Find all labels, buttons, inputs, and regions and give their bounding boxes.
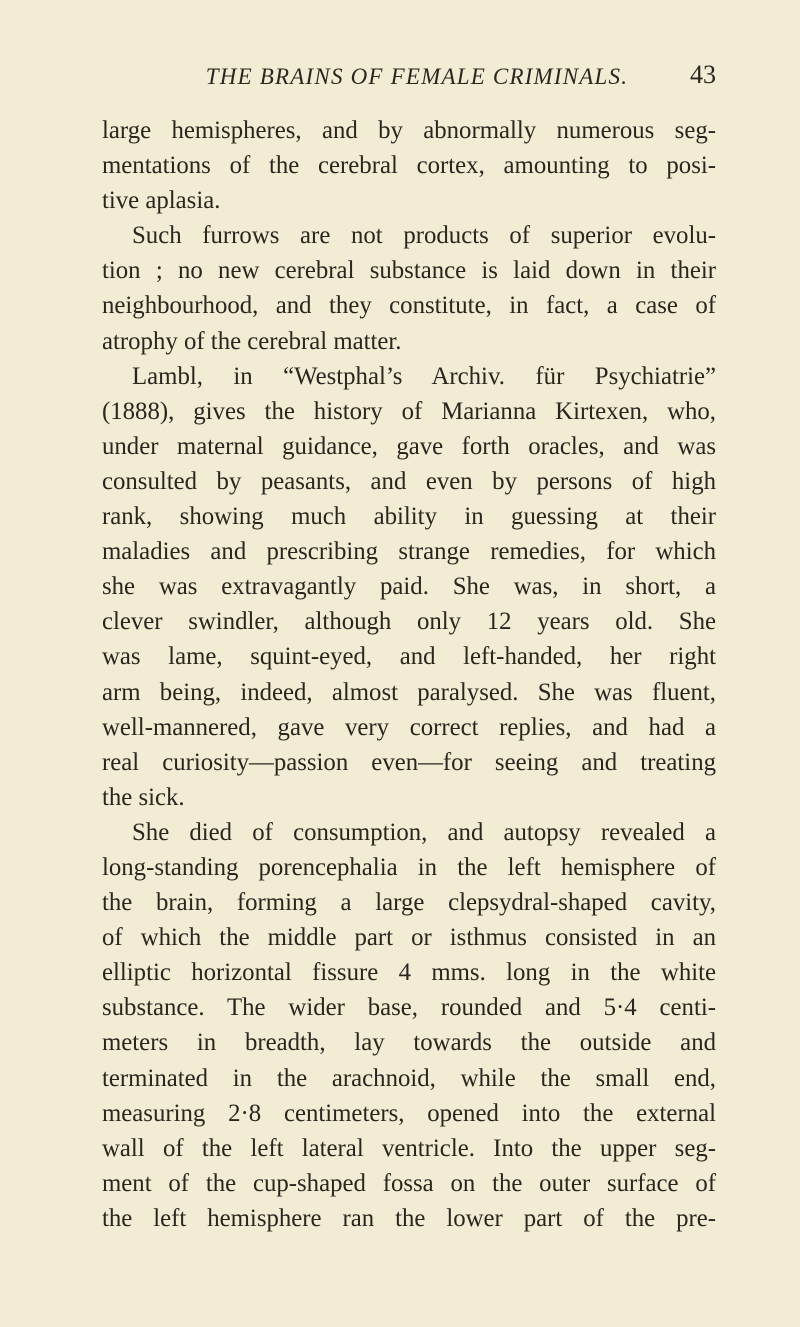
text-line: elliptic horizontal fissure 4 mms. long in the white [102, 959, 716, 987]
text-line: mentations of the cerebral cortex, amounting to posi- [102, 152, 716, 180]
text-line: Lambl, in “Westphal’s Archiv. für Psychiatrie” [132, 362, 716, 390]
text-line: substance. The wider base, rounded and 5·4 centi- [102, 994, 716, 1022]
text-line: Such furrows are not products of superior evolu- [132, 222, 716, 250]
text-line: ment of the cup-shaped fossa on the outer surface of [102, 1169, 716, 1197]
text-line: under maternal guidance, gave forth oracles, and was [102, 432, 716, 460]
text-line: consulted by peasants, and even by persons of high [102, 467, 716, 495]
text-line: rank, showing much ability in guessing at their [102, 503, 716, 531]
text-line: maladies and prescribing strange remedies, for which [102, 538, 716, 566]
text-line: terminated in the arachnoid, while the small end, [102, 1064, 716, 1092]
text-line: atrophy of the cerebral matter. [102, 327, 402, 355]
text-line: large hemispheres, and by abnormally numerous seg- [102, 117, 716, 144]
text-line: the brain, forming a large clepsydral-shaped cavity, [102, 889, 716, 917]
text-line: tion ; no new cerebral substance is laid down in their [102, 257, 716, 285]
page-number: 43 [690, 60, 716, 89]
text-line: the sick. [102, 783, 185, 811]
running-head [118, 60, 716, 100]
text-line: She died of consumption, and autopsy revealed a [132, 818, 716, 846]
text-line: well-mannered, gave very correct replies, and had a [102, 713, 716, 741]
text-line: arm being, indeed, almost paralysed. She was fluent, [102, 678, 716, 706]
text-line: measuring 2·8 centimeters, opened into the external [102, 1099, 716, 1127]
running-title: THE BRAINS OF FEMALE CRIMINALS. [205, 64, 629, 89]
text-line: was lame, squint-eyed, and left-handed, her right [102, 643, 716, 671]
body-text [102, 113, 716, 1236]
text-line: (1888), gives the history of Marianna Kirtexen, who, [102, 397, 716, 425]
text-line: the left hemisphere ran the lower part of the pre- [102, 1204, 716, 1232]
text-line: wall of the left lateral ventricle. Into the upper seg- [102, 1134, 716, 1162]
text-line: meters in breadth, lay towards the outside and [102, 1029, 716, 1057]
text-line: long-standing porencephalia in the left hemisphere of [102, 853, 716, 881]
text-line: real curiosity—passion even—for seeing and treating [102, 748, 716, 776]
text-line: tive aplasia. [102, 187, 221, 215]
text-line: she was extravagantly paid. She was, in short, a [102, 573, 716, 601]
text-line: clever swindler, although only 12 years old. She [102, 608, 716, 636]
text-line: of which the middle part or isthmus consisted in an [102, 924, 716, 952]
text-line: neighbourhood, and they constitute, in fact, a case of [102, 292, 716, 320]
